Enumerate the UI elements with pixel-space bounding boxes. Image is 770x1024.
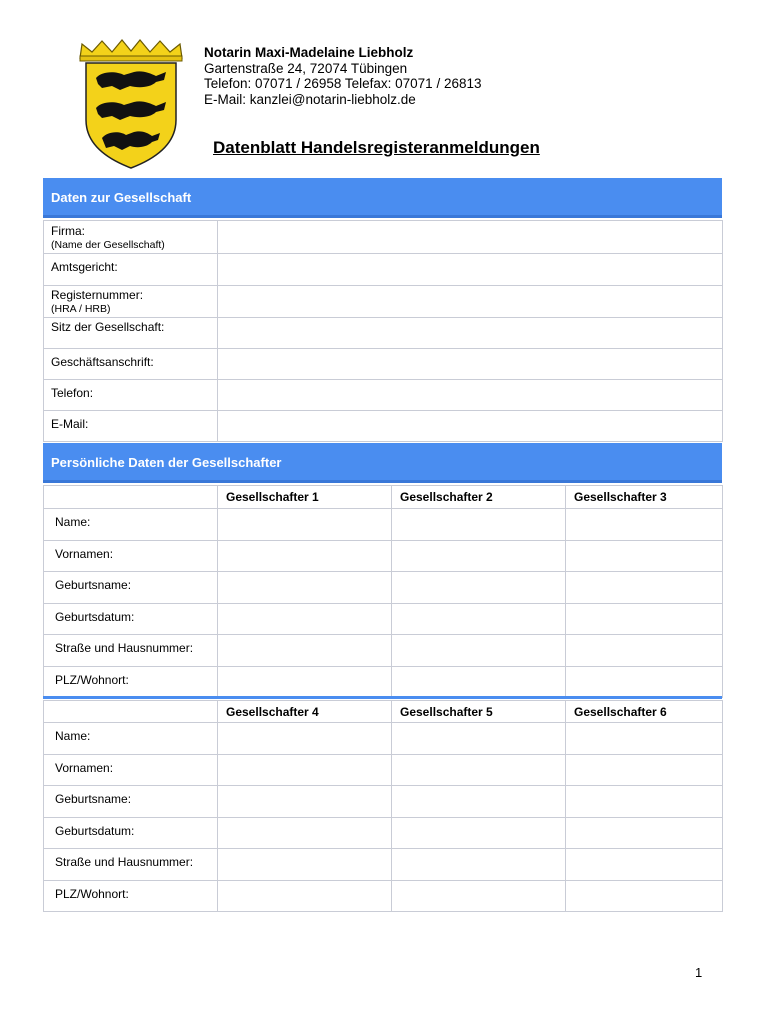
row-label-postcode-city: PLZ/Wohnort: — [44, 667, 218, 698]
input-cell[interactable] — [392, 881, 566, 912]
field-label: Geschäftsanschrift: — [44, 349, 218, 380]
company-name-field[interactable] — [218, 221, 723, 254]
field-label: E-Mail: — [44, 411, 218, 442]
field-label: Telefon: — [44, 380, 218, 411]
input-cell[interactable] — [566, 541, 723, 572]
table-row — [44, 849, 723, 881]
page-number: 1 — [695, 965, 703, 980]
input-cell[interactable] — [218, 786, 392, 818]
row-label-street: Straße und Hausnummer: — [44, 635, 218, 667]
table-row — [44, 509, 723, 541]
field-label: Amtsgericht: — [44, 254, 218, 286]
input-cell[interactable] — [392, 541, 566, 572]
table-row — [44, 541, 723, 572]
row-label-name: Name: — [44, 723, 218, 755]
input-cell[interactable] — [392, 818, 566, 849]
input-cell[interactable] — [218, 723, 392, 755]
row-label-first-names: Vornamen: — [44, 755, 218, 786]
phone-field[interactable] — [218, 380, 723, 411]
company-data-table — [43, 220, 723, 442]
row-label-postcode-city: PLZ/Wohnort: — [44, 881, 218, 912]
table-row — [44, 286, 723, 318]
business-address-field[interactable] — [218, 349, 723, 380]
input-cell[interactable] — [392, 667, 566, 698]
column-header-shareholder-6: Gesellschafter 6 — [566, 701, 723, 723]
input-cell[interactable] — [566, 786, 723, 818]
column-header-shareholder-3: Gesellschafter 3 — [566, 486, 723, 509]
field-label: Sitz der Gesellschaft: — [44, 318, 218, 349]
email-field[interactable] — [218, 411, 723, 442]
input-cell[interactable] — [218, 604, 392, 635]
table-row — [44, 380, 723, 411]
row-label-birth-name: Geburtsname: — [44, 572, 218, 604]
table-header-row — [44, 486, 723, 509]
input-cell[interactable] — [566, 881, 723, 912]
input-cell[interactable] — [566, 818, 723, 849]
input-cell[interactable] — [218, 572, 392, 604]
table-row — [44, 221, 723, 254]
table-row — [44, 349, 723, 380]
input-cell[interactable] — [566, 849, 723, 881]
input-cell[interactable] — [392, 723, 566, 755]
column-header-shareholder-4: Gesellschafter 4 — [218, 701, 392, 723]
input-cell[interactable] — [392, 572, 566, 604]
input-cell[interactable] — [218, 667, 392, 698]
row-label-birth-date: Geburtsdatum: — [44, 818, 218, 849]
table-row — [44, 318, 723, 349]
field-label: Registernummer: (HRA / HRB) — [44, 286, 218, 318]
input-cell[interactable] — [218, 635, 392, 667]
company-seat-field[interactable] — [218, 318, 723, 349]
document-title: Datenblatt Handelsregisteranmeldungen — [213, 138, 540, 157]
table-row — [44, 635, 723, 667]
table-row — [44, 818, 723, 849]
input-cell[interactable] — [218, 818, 392, 849]
notary-email: E-Mail: kanzlei@notarin-liebholz.de — [204, 92, 416, 107]
coat-of-arms-icon — [72, 38, 190, 170]
table-row — [44, 755, 723, 786]
row-label-birth-date: Geburtsdatum: — [44, 604, 218, 635]
column-header-shareholder-1: Gesellschafter 1 — [218, 486, 392, 509]
table-row — [44, 604, 723, 635]
input-cell[interactable] — [566, 572, 723, 604]
shareholders-table-1 — [43, 485, 723, 698]
table-row — [44, 786, 723, 818]
section-header-company: Daten zur Gesellschaft — [43, 178, 722, 218]
input-cell[interactable] — [392, 635, 566, 667]
table-divider — [43, 696, 722, 699]
input-cell[interactable] — [392, 849, 566, 881]
input-cell[interactable] — [218, 881, 392, 912]
column-header-shareholder-5: Gesellschafter 5 — [392, 701, 566, 723]
header-empty-cell — [44, 701, 218, 723]
input-cell[interactable] — [566, 604, 723, 635]
row-label-birth-name: Geburtsname: — [44, 786, 218, 818]
court-field[interactable] — [218, 254, 723, 286]
input-cell[interactable] — [218, 509, 392, 541]
notary-phone-fax: Telefon: 07071 / 26958 Telefax: 07071 / 26813 — [204, 76, 482, 91]
notary-address: Gartenstraße 24, 72074 Tübingen — [204, 61, 408, 76]
input-cell[interactable] — [392, 755, 566, 786]
table-row — [44, 572, 723, 604]
row-label-street: Straße und Hausnummer: — [44, 849, 218, 881]
table-row — [44, 254, 723, 286]
input-cell[interactable] — [566, 667, 723, 698]
input-cell[interactable] — [566, 635, 723, 667]
input-cell[interactable] — [566, 509, 723, 541]
register-number-field[interactable] — [218, 286, 723, 318]
section-header-shareholders: Persönliche Daten der Gesellschafter — [43, 443, 722, 483]
notary-name: Notarin Maxi-Madelaine Liebholz — [204, 45, 414, 60]
input-cell[interactable] — [218, 755, 392, 786]
table-row — [44, 723, 723, 755]
input-cell[interactable] — [392, 786, 566, 818]
table-header-row — [44, 701, 723, 723]
table-row — [44, 411, 723, 442]
row-label-first-names: Vornamen: — [44, 541, 218, 572]
input-cell[interactable] — [218, 849, 392, 881]
header-empty-cell — [44, 486, 218, 509]
column-header-shareholder-2: Gesellschafter 2 — [392, 486, 566, 509]
input-cell[interactable] — [392, 509, 566, 541]
shareholders-table-2 — [43, 700, 723, 912]
input-cell[interactable] — [566, 755, 723, 786]
field-label: Firma: (Name der Gesellschaft) — [44, 221, 218, 254]
table-row — [44, 667, 723, 698]
input-cell[interactable] — [392, 604, 566, 635]
input-cell[interactable] — [218, 541, 392, 572]
input-cell[interactable] — [566, 723, 723, 755]
table-row — [44, 881, 723, 912]
row-label-name: Name: — [44, 509, 218, 541]
